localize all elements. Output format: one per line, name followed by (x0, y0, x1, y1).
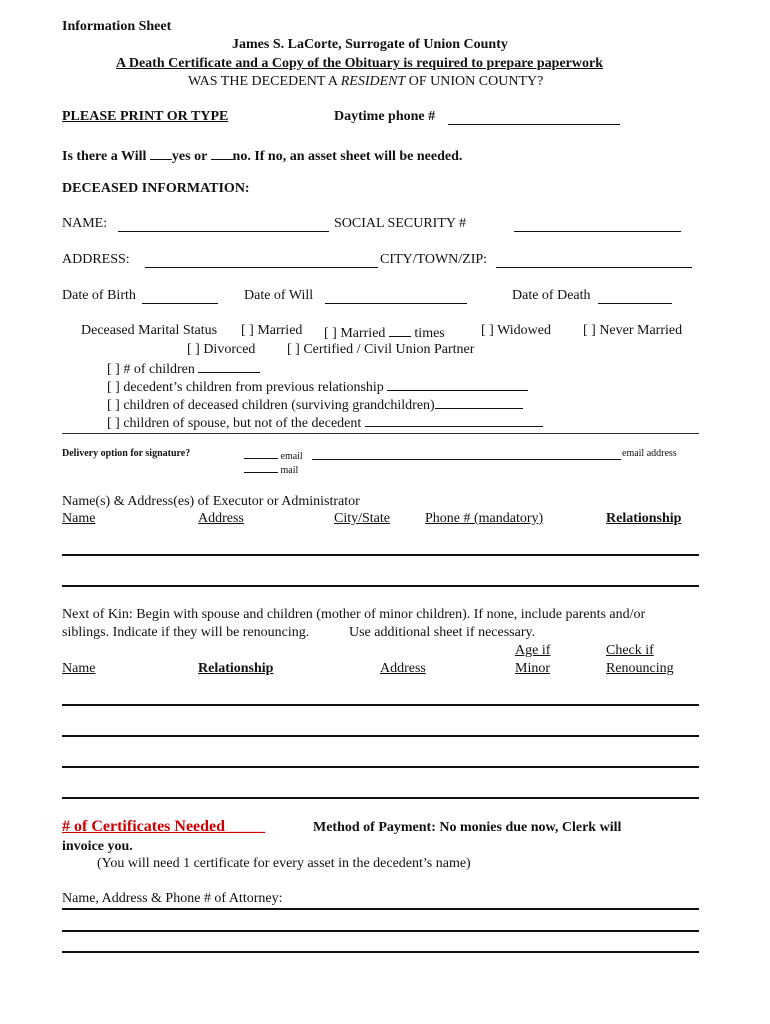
prev-relationship-field[interactable] (387, 378, 528, 391)
will-no-field[interactable] (211, 147, 233, 160)
attorney-line-2[interactable] (62, 930, 699, 932)
marital-label: Deceased Marital Status (81, 323, 218, 338)
married-times-option[interactable] (324, 324, 445, 341)
never-married-option[interactable]: [ ] Never Married (583, 323, 683, 338)
attorney-line-1[interactable] (62, 908, 699, 910)
attorney-label: Name, Address & Phone # of Attorney: (62, 891, 283, 906)
certificates-note: (You will need 1 certificate for every asset in the decedent’s name) (97, 856, 471, 871)
kin-col-age-1: Age if (515, 643, 551, 658)
certificates-label: # of Certificates Needed (62, 818, 226, 835)
divorced-option[interactable]: [ ] Divorced (187, 342, 256, 357)
kin-line-4[interactable] (62, 797, 699, 799)
children-count-option[interactable] (107, 360, 260, 377)
payment-method-2: invoice you. (62, 839, 133, 854)
married-option[interactable]: [ ] Married (241, 323, 303, 338)
dod-field[interactable] (598, 291, 672, 304)
will-no-label: no. If no, an asset sheet will be needed. (232, 149, 463, 164)
will-yes-field[interactable] (150, 147, 172, 160)
resident-question-em: RESIDENT (340, 74, 406, 89)
spouse-children-field[interactable] (365, 414, 543, 427)
executor-line-1[interactable] (62, 554, 699, 556)
executor-col-address: Address (198, 511, 244, 526)
deceased-children-option[interactable] (107, 396, 523, 413)
attorney-line-3[interactable] (62, 951, 699, 953)
certificates-needed[interactable] (62, 819, 265, 835)
name-field[interactable] (118, 219, 329, 232)
widowed-option[interactable]: [ ] Widowed (481, 323, 551, 338)
email-address-label: email address (622, 448, 677, 459)
ssn-field[interactable] (514, 219, 681, 232)
kin-instructions-1: Next of Kin: Begin with spouse and children (mother of minor children). If none, include parents and/or (62, 607, 646, 622)
kin-col-age-2: Minor (515, 661, 550, 676)
delivery-mail-option[interactable] (244, 463, 298, 476)
phone-label: Daytime phone # (334, 109, 436, 124)
will-yes-label: yes or (171, 149, 211, 164)
email-address-field[interactable] (312, 450, 621, 460)
executor-col-city: City/State (334, 511, 390, 526)
will-question-label: Is there a Will (62, 149, 150, 164)
kin-col-check-2: Renouncing (606, 661, 674, 676)
dow-label: Date of Will (244, 288, 314, 303)
ssn-label: SOCIAL SECURITY # (334, 216, 466, 231)
delivery-email-check[interactable] (244, 449, 278, 459)
kin-col-check-1: Check if (606, 643, 654, 658)
deceased-heading: DECEASED INFORMATION: (62, 181, 250, 196)
civil-union-option[interactable]: [ ] Certified / Civil Union Partner (287, 342, 475, 357)
married-times-field[interactable] (389, 324, 411, 337)
will-question (62, 147, 462, 164)
delivery-email-label: email (280, 451, 303, 462)
office-title: James S. LaCorte, Surrogate of Union County (232, 37, 508, 52)
executor-heading: Name(s) & Address(es) of Executor or Administrator (62, 494, 360, 509)
dob-label: Date of Birth (62, 288, 136, 303)
deceased-children-label: [ ] children of deceased children (surviving grandchildren) (107, 398, 435, 413)
address-field[interactable] (145, 255, 378, 268)
kin-col-relationship: Relationship (198, 661, 274, 676)
prev-relationship-label: [ ] decedent’s children from previous relationship (107, 380, 384, 395)
children-count-label: [ ] # of children (107, 362, 195, 377)
dob-field[interactable] (142, 291, 218, 304)
kin-col-name: Name (62, 661, 96, 676)
married-times-suffix: times (410, 326, 445, 341)
deceased-children-field[interactable] (435, 396, 523, 409)
payment-method: Method of Payment: No monies due now, Clerk will (313, 820, 622, 835)
married-times-label: [ ] Married (324, 326, 386, 341)
city-field[interactable] (496, 255, 692, 268)
children-count-field[interactable] (198, 360, 260, 373)
prev-relationship-option[interactable] (107, 378, 528, 395)
dod-label: Date of Death (512, 288, 591, 303)
delivery-email-option[interactable] (244, 449, 303, 462)
delivery-mail-check[interactable] (244, 463, 278, 473)
delivery-mail-label: mail (280, 465, 299, 476)
kin-instructions-2a: siblings. Indicate if they will be renouncing. (62, 625, 310, 640)
certificates-blank[interactable]: _____ (225, 818, 266, 835)
executor-col-name: Name (62, 511, 96, 526)
kin-line-2[interactable] (62, 735, 699, 737)
executor-col-relationship: Relationship (606, 511, 682, 526)
resident-question-post: OF UNION COUNTY? (405, 74, 544, 89)
phone-field[interactable] (448, 112, 620, 125)
name-label: NAME: (62, 216, 108, 231)
kin-instructions-2b: Use additional sheet if necessary. (349, 625, 536, 640)
print-instruction: PLEASE PRINT OR TYPE (62, 109, 229, 124)
delivery-label: Delivery option for signature? (62, 448, 191, 459)
section-divider (62, 433, 699, 434)
city-label: CITY/TOWN/ZIP: (380, 252, 488, 267)
sheet-title: Information Sheet (62, 19, 172, 34)
kin-line-3[interactable] (62, 766, 699, 768)
resident-question-pre: WAS THE DECEDENT A (188, 74, 341, 89)
kin-line-1[interactable] (62, 704, 699, 706)
dow-field[interactable] (325, 291, 467, 304)
executor-line-2[interactable] (62, 585, 699, 587)
kin-col-address: Address (380, 661, 426, 676)
spouse-children-option[interactable] (107, 414, 543, 431)
spouse-children-label: [ ] children of spouse, but not of the decedent (107, 416, 362, 431)
resident-question (188, 75, 543, 89)
executor-col-phone: Phone # (mandatory) (425, 511, 544, 526)
address-label: ADDRESS: (62, 252, 130, 267)
requirement-notice: A Death Certificate and a Copy of the Obituary is required to prepare paperwork (116, 56, 603, 71)
